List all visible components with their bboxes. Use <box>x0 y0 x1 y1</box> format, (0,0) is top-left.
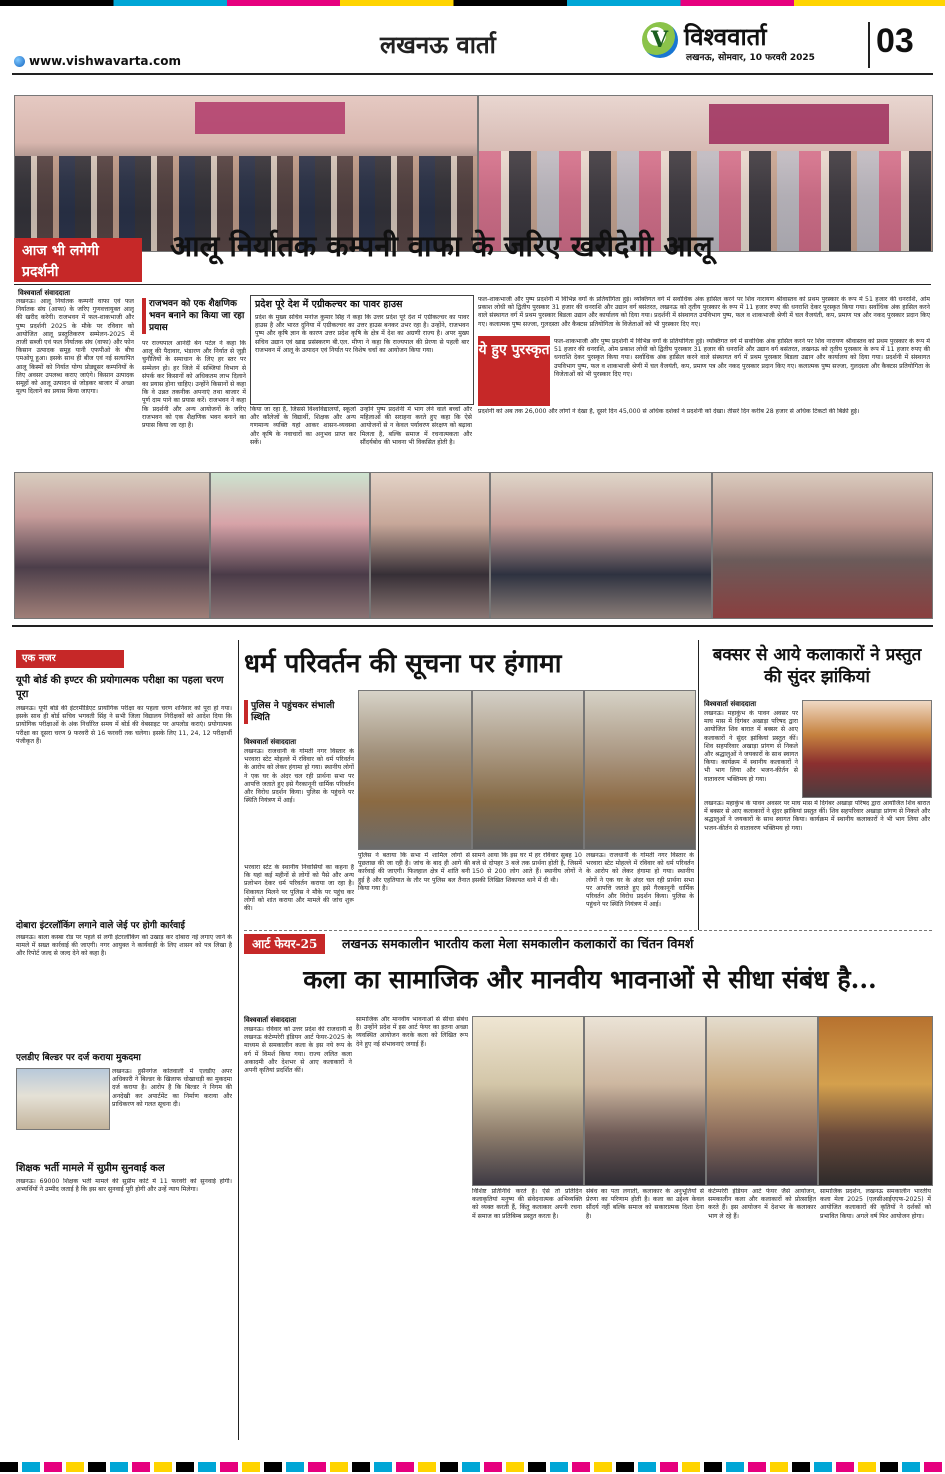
date-line: लखनऊ, सोमवार, 10 फरवरी 2025 <box>686 53 815 63</box>
story1-body-col4: उन्होंने पुष्प प्रदर्शनी में भाग लेने वाले बच्चों और महिलाओं की सराहना करते हुए कहा कि ऐसे आयोजनों से न केवल पर्यावरण संरक्षण को बढ़ावा मिलता है, बल्कि समाज में रचनात्मकता और सौंदर्यबोध की भावना भी विकसित होती है। <box>360 406 472 446</box>
story3-body: लखनऊ। महाकुंभ के पावन अवसर पर माघ मास में दिगंबर अखाड़ा परिषद द्वारा आयोजित शिव बारात में बक्सर से आए कलाकारों ने सुंदर झांकियां प्रस्तुत कीं। शिव सहपरिवार अखाड़ा प्रांगण से निकले और श्रद्धालुओं ने जयकारों के साथ स्वागत किया। कार्यक्रम में स्थानीय कलाकारों ने भी भाग लिया और भजन-कीर्तन से वातावरण भक्तिमय हो गया। <box>704 800 930 832</box>
sidebar-item4-text: लखनऊ। 69000 शिक्षक भर्ती मामले की सुप्रीम कोर्ट में 11 फरवरी को सुनवाई होगी। अभ्यर्थियों ने उम्मीद जताई है कि इस बार सुनवाई पूरी होगी और उन्हें न्याय मिलेगा। <box>16 1178 232 1194</box>
section-title: लखनऊ वार्ता <box>380 30 496 59</box>
sidebar-item2-title[interactable]: दोबारा इंटरलॉकिंग लगाने वाले जेई पर होगी कार्रवाई <box>16 921 185 931</box>
red-bar-marker <box>142 298 146 334</box>
story1-body-col2: पर राज्यपाल आनंदी बेन पटेल ने कहा कि आलू की पैदावार, भंडारण और निर्यात से जुड़ी चुनौतियों के समाधान के लिए हर स्तर पर सम्मेलन हो। हर जिले में सब्जियां विभाग से संपर्क कर किसानों को अधिकतम लाभ दिलाने का प्रयास होना चाहिए। उन्होंने किसानों से कहा कि वे उन्नत तकनीक अपनाएं तथा बाजार में पूर्ण दाम पाने का प्रयास करें। राजभवन ने कहा कि प्रदर्शनी और अन्य आयोजनों के जरिए राजभवन को एक शैक्षणिक भवन बनाने का प्रयास किया जा रहा है। <box>142 340 246 430</box>
story4-label: आर्ट फेयर-25 <box>244 934 325 954</box>
page-number-divider <box>868 22 870 68</box>
story4-subhead: लखनऊ समकालीन भारतीय कला मेला समकालीन कलाकारों का चिंतन विमर्श <box>342 936 694 951</box>
photo-row-2 <box>370 472 490 619</box>
story1-sub-kicker <box>142 298 246 334</box>
sidebar-item3-photo <box>16 1068 110 1130</box>
story4-photo-3 <box>706 1016 818 1186</box>
masthead-rule <box>12 73 933 75</box>
story3-body-top: लखनऊ। महाकुंभ के पावन अवसर पर माघ मास में दिगंबर अखाड़ा परिषद द्वारा आयोजित शिव बारात में बक्सर से आए कलाकारों ने सुंदर झांकियां प्रस्तुत कीं। शिव सहपरिवार अखाड़ा प्रांगण से निकले और श्रद्धालुओं ने जयकारों के साथ स्वागत किया। कार्यक्रम में स्थानीय कलाकारों ने भी भाग लिया और भजन-कीर्तन से वातावरण भक्तिमय हो गया। <box>704 710 798 783</box>
website-row[interactable] <box>14 54 181 68</box>
photo-banner <box>709 104 889 144</box>
story1-winners-label: ये हुए पुरस्कृत <box>478 342 550 358</box>
photo-row-3 <box>490 472 712 619</box>
story1-body-col3: किया जा रहा है, जिससे विश्वविद्यालयों, स्कूलों और कॉलेजों के विद्यार्थी, शिक्षक और अन्य गणमान्य व्यक्ति यहां आकर शासन-व्यवस्था और कृषि के नवाचारों का अनुभव प्राप्त कर सकें। <box>250 406 356 446</box>
story1-headline[interactable]: आलू निर्यातक कम्पनी वाफा के जरिए खरीदेगी आलू <box>170 229 713 263</box>
story2-byline: विश्ववार्ता संवाददाता <box>244 738 297 746</box>
story3-photo <box>802 700 932 798</box>
story1-box-text: प्रदेश के मुख्य सचिव मनोज कुमार सिंह ने कहा कि उत्तर प्रदेश पूरे देश में एग्रीकल्चर का पावर हाउस है और भारत दुनिया में एग्रीकल्चर का उत्तर हाउस बनकर उभर रहा है। उन्होंने, राजभवन पुष्प और कृषि ज्ञान के कारण उत्तर प्रदेश कृषि के क्षेत्र में देश का अग्रणी राज्य है। अपर मुख्य सचिव उद्यान एवं खाद्य प्रसंस्करण बी.एल. मीणा ने कहा कि राज्यपाल की प्रेरणा से पहली बार राजभवन में आलू के उत्पादन एवं निर्यात पर विशेष चर्चा का आयोजन किया गया। <box>255 314 469 354</box>
story4-photo-2 <box>584 1016 706 1186</box>
story1-byline: विश्ववार्ता संवाददाता <box>18 289 71 297</box>
paper-logo <box>642 22 678 58</box>
photo-row-1 <box>210 472 370 619</box>
paper-name: विश्ववार्ता <box>684 22 767 51</box>
sidebar-item4-title[interactable]: शिक्षक भर्ती मामले में सुप्रीम सुनवाई कल <box>16 1163 165 1174</box>
red-bar-marker <box>244 700 248 724</box>
section-rule <box>12 625 933 627</box>
story1-body-col1: लखनऊ। आलू निर्यातक कम्पनी वाफा एवं फल निर्यातक संघ (आफा) के जरिए गुणवत्तायुक्त आलू की खरीद करेगी। राजभवन में फल-शाकभाजी और पुष्प प्रदर्शनी 2025 के मौके पर रविवार को आयोजित आलू प्रस्तुतिकरण सम्मेलन-2025 में ताजी सब्जी एवं फल निर्यातक संघ (वाफा) और फोन किसान उत्पादक समूह यानी एफपीओ के बीच एमओयू हुआ। इसके साथ ही बीज एवं नई सत्यापित आलू किस्मों को निर्यात योग्य प्रोड्यूसर कम्पनियों के लिए अवसर उपलब्ध कराए जाएंगे। किसान उत्पादक समूहों को आलू उत्पादन से जोड़कर बाजार में अच्छा मूल्य दिलाने का प्रयास किया जाएगा। <box>16 298 134 396</box>
story4-body-col6: सामाजिक प्रदर्शन, लखनऊ समकालीन भारतीय कला मेला 2025 (एलसीआईएएफ-2025) में आयोजित कलाकारों की कृतियों ने दर्शकों को प्रभावित किया। अगले वर्ष फिर आयोजन होगा। <box>820 1188 931 1220</box>
story2-sub-kicker-text: पुलिस ने पहुंचकर संभाली स्थिति <box>251 701 335 723</box>
story2-body-col1: लखनऊ। राजधानी के गोमती नगर विस्तार के भरवारा स्टेट मोहल्ले में रविवार को धर्म परिवर्तन के आरोप को लेकर हंगामा हो गया। स्थानीय लोगों ने एक घर के अंदर चल रही प्रार्थना सभा पर आपत्ति जताते हुए इसे गैरकानूनी धार्मिक परिवर्तन और विरोध प्रदर्शन किया। पुलिस के पहुंचने पर स्थिति नियंत्रण में आई। <box>244 748 354 805</box>
story1-winners-label-box <box>478 336 550 406</box>
page-number: 03 <box>876 22 914 60</box>
sidebar-kicker: एक नजर <box>16 650 124 668</box>
sidebar-divider <box>238 640 239 1440</box>
story3-byline: विश्ववार्ता संवाददाता <box>704 700 757 708</box>
story4-body-col4: संबंध का पता लगाती, कलाकार के अनुभूतियों से प्रेरणा का परिणाम होती है। कला का उद्देश्य केवल सौंदर्य नहीं बल्कि समाज को सकारात्मक दिशा देना है। <box>586 1188 704 1220</box>
story2-photo-left <box>358 690 472 850</box>
story2-photo-mid <box>472 690 584 850</box>
sidebar-item1-title[interactable]: यूपी बोर्ड की इण्टर की प्रयोगात्मक परीक्षा का पहला चरण पूरा <box>16 675 224 700</box>
sidebar-item2-text: लखनऊ। बाला कस्बा रोड पर पहले से लगी इंटरलॉकिंग को उखाड़ कर दोबारा नई लगाए जाने के मामले में सख्त कार्रवाई की जाएगी। नगर आयुक्त ने कार्यवाही के लिए शासन को पत्र लिखा है और रिपोर्ट जल्द से जल्द देने को कहा है। <box>16 934 232 958</box>
story1-box <box>250 295 474 405</box>
story2-sub-kicker <box>244 700 344 724</box>
story1-box-title: प्रदेश पूरे देश में एग्रीकल्चर का पावर हाउस <box>255 299 403 310</box>
globe-icon <box>14 56 25 67</box>
story1-sub-kicker-text: राजभवन को एक शैक्षणिक भवन बनाने का किया जा रहा प्रयास <box>149 299 245 333</box>
story4-top-rule <box>244 930 932 931</box>
story4-headline[interactable]: कला का सामाजिक और मानवीय भावनाओं से सीधा संबंध है... <box>303 965 877 994</box>
story1-headline-rule <box>14 284 931 285</box>
story1-winners-text: फल-शाकभाजी और पुष्प प्रदर्शनी में विभिन्न वर्गों के प्रतियोगिता हुई। व्यक्तिगत वर्ग में सर्वाधिक अंक हासिल करने पर शिव नारायण श्रीवास्तव को प्रथम पुरस्कार के रूप में 51 हजार की धनराशि, ओम प्रकाश लोधी को द्वितीय पुरस्कार 31 हजार की धनराशि और उद्यान वर्ग बसंतरत, लखनऊ को तृतीय पुरस्कार के रूप में 11 हजार रुपए की धनराशि देकर पुरस्कृत किया गया। सर्वाधिक अंक हासिल करने वाले संस्थागत वर्ग में प्रथम पुरस्कार बिडला उद्यान और कार्यालय को दिया गया। प्रदर्शनी में संस्थागत उपविभाग पुष्प, फल व शाकभाजी श्रेणी में चल वैजयंती, कप, प्रमाण पत्र और नकद पुरस्कार प्रदान किए गए। कलात्मक पुष्प सज्जा, गुलदस्ता और कैक्टस प्रतियोगिता के विजेताओं को भी पुरस्कार दिए गए। <box>478 296 930 328</box>
sidebar-item3-title[interactable]: एलडीए बिल्डर पर दर्ज कराया मुकदमा <box>16 1053 141 1063</box>
story3-headline[interactable]: बक्सर से आये कलाकारों ने प्रस्तुत की सुंदर झांकियां <box>712 645 922 687</box>
story4-byline: विश्ववार्ता संवाददाता <box>244 1016 297 1024</box>
story2-body-col4: सामने आया कि इस घर में हर रविवार सुबह 10 बजे से दोपहर 3 बजे तक प्रार्थना होती है, जिसमें 150 से 200 लोग आते हैं। स्थानीय लोगों ने इसकी लिखित शिकायत थाने में दी थी। <box>472 852 582 884</box>
story1-kicker: आज भी लगेगी प्रदर्शनी <box>14 238 142 282</box>
website-url[interactable]: www.vishwavarta.com <box>29 54 181 68</box>
story4-body-col1: लखनऊ। रविवार को उत्तर प्रदेश की राजधानी में लखनऊ कंटेम्परेरी इंडियन आर्ट फेयर-2025 के माध्यम से समकालीन कला के इस नये रूप के वर्ग में विमर्श किया गया। राज्य ललित कला अकादमी और देशभर से आए कलाकारों ने अपनी कृतियां प्रदर्शित कीं। <box>244 1026 352 1075</box>
story4-body-col5: कंटेम्परेरी इंडियन आर्ट फेयर जैसे आयोजन, समकालीन कला और कलाकारों को प्रोत्साहित करते हैं। इस आयोजन में देशभर के कलाकार भाग ले रहे हैं। <box>708 1188 816 1220</box>
top-color-strip <box>0 0 945 6</box>
story2-headline[interactable]: धर्म परिवर्तन की सूचना पर हंगामा <box>244 649 562 679</box>
story4-photo-1 <box>472 1016 584 1186</box>
bottom-color-strip <box>0 1462 945 1472</box>
sidebar-item1-text: लखनऊ। यूपी बोर्ड की इंटरमीडिएट प्रायोगिक परीक्षा का पहला चरण शनिवार को पूरा हो गया। इसके साथ ही बोर्ड सचिव भगवती सिंह ने सभी जिला विद्यालय निरीक्षकों को आदेश दिया कि प्रायोगिक परीक्षाओं के अंक निर्धारित समय में बोर्ड की वेबसाइट पर अपलोड कराएं। प्रयोगात्मक परीक्षा का दूसरा चरण 9 फरवरी से 16 फरवरी तक चलेगा। इसके लिए 11, 24, 12 परीक्षार्थी पंजीकृत हैं। <box>16 705 232 745</box>
logo-v-glyph: V <box>651 27 669 53</box>
story2-body-col2: भरवारा स्टेट के स्थानीय निवासियों का कहना है कि यहां कई महीनों से लोगों को पैसे और अन्य प्रलोभन देकर धर्म परिवर्तन कराया जा रहा है। शिकायत मिलने पर पुलिस ने मौके पर पहुंच कर लोगों को शांत कराया और मामले की जांच शुरू की। <box>244 864 354 913</box>
photo-banner <box>195 102 345 134</box>
story1-body-bottom: प्रदर्शनी को अब तक 26,000 और लोगों ने देखा है, दूसरे दिन 45,000 से अधिक दर्शकों ने प्रदर्शनी को देखा। तीसरे दिन करीब 28 हजार से अधिक टिकटों की बिक्री हुई। <box>478 408 860 415</box>
photo-row-0 <box>14 472 210 619</box>
story3-divider <box>698 640 699 930</box>
story4-body-col3: विशिष्ट प्रतिनिधि करते हैं। ऐसे तो प्रतिदिन कलाकृतियां मनुष्य की संवेदनात्मक अभिव्यक्ति को व्यक्त करती हैं, किंतु कलाकार अपनी रचना में समाज का प्रतिबिम्ब प्रस्तुत करता है। <box>472 1188 582 1220</box>
story2-photo-right <box>584 690 696 850</box>
photo-row-4 <box>712 472 933 619</box>
story2-body-col5: लखनऊ। राजधानी के गोमती नगर विस्तार के भरवारा स्टेट मोहल्ले में रविवार को धर्म परिवर्तन के आरोप को लेकर हंगामा हो गया। स्थानीय लोगों ने एक घर के अंदर चल रही प्रार्थना सभा पर आपत्ति जताते हुए इसे गैरकानूनी धार्मिक परिवर्तन और विरोध प्रदर्शन किया। पुलिस के पहुंचने पर स्थिति नियंत्रण में आई। <box>586 852 694 909</box>
story2-body-col3: पुलिस ने बताया कि सभा में शामिल लोगों से पूछताछ की जा रही है। जांच के बाद ही आगे की कार्रवाई की जाएगी। फिलहाल क्षेत्र में शांति बनी हुई है और एहतियात के तौर पर पुलिस बल तैनात किया गया है। <box>358 852 470 892</box>
story4-photo-4 <box>818 1016 933 1186</box>
sidebar-item3-text: लखनऊ। हुसैनगंज कोतवाली में एलडीए अपर अधिकारी ने बिल्डर के खिलाफ धोखाधड़ी का मुकदमा दर्ज कराया है। आरोप है कि बिल्डर ने निगम की अनदेखी कर अपार्टमेंट का निर्माण कराया और प्राधिकरण को गलत सूचना दी। <box>112 1068 232 1108</box>
story4-body-col2: सामाजिक और मानवीय भावनाओं से सीधा संबंध है। उन्होंने प्रदेश में इस आर्ट फेयर का इतना अच्छा व्यवस्थित आयोजन करके कला को लिखित रूप देने हुए नई संभावनाएं जगाई हैं। <box>356 1016 468 1048</box>
story1-winners-text-cont: फल-शाकभाजी और पुष्प प्रदर्शनी में विभिन्न वर्गों के प्रतियोगिता हुई। व्यक्तिगत वर्ग में सर्वाधिक अंक हासिल करने पर शिव नारायण श्रीवास्तव को प्रथम पुरस्कार के रूप में 51 हजार की धनराशि, ओम प्रकाश लोधी को द्वितीय पुरस्कार 31 हजार की धनराशि और उद्यान वर्ग बसंतरत, लखनऊ को तृतीय पुरस्कार के रूप में 11 हजार रुपए की धनराशि देकर पुरस्कृत किया गया। सर्वाधिक अंक हासिल करने वाले संस्थागत वर्ग में प्रथम पुरस्कार बिडला उद्यान और कार्यालय को दिया गया। प्रदर्शनी में संस्थागत उपविभाग पुष्प, फल व शाकभाजी श्रेणी में चल वैजयंती, कप, प्रमाण पत्र और नकद पुरस्कार प्रदान किए गए। कलात्मक पुष्प सज्जा, गुलदस्ता और कैक्टस प्रतियोगिता के विजेताओं को भी पुरस्कार दिए गए। <box>554 338 930 378</box>
